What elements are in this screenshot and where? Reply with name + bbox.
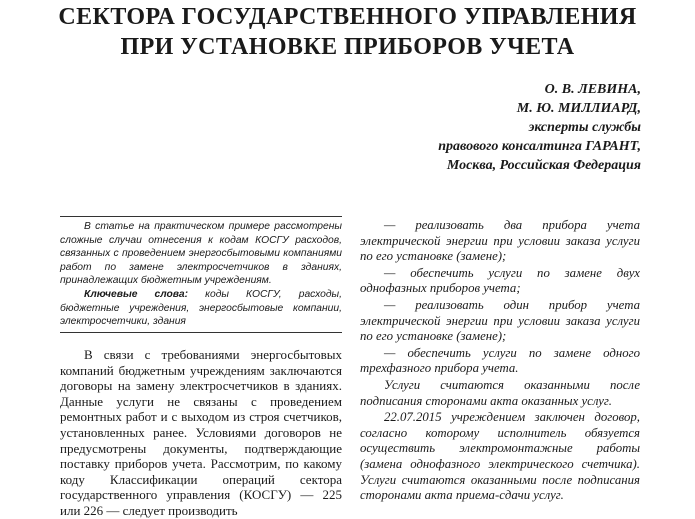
list-item: — обеспечить услуги по замене двух однофазных приборов учета;	[360, 265, 640, 296]
keywords-paragraph	[60, 288, 342, 329]
body-paragraph: В связи с требованиями энергосбытовых компаний бюджетным учреждениям заключаются договоры на замену электросчетчиков в зданиях. Данные услуги не связаны с проведением ремонтных работ и с выходом из строя счетчиков, установленных ранее. Условиями договоров не предусмотрены документы, подтверждающие поставку приборов учета. Рассмотрим, по какому коду Классификации операций сектора государственного управления (КОСГУ) — 225 или 226 — следует производить	[60, 347, 342, 518]
keywords-list: коды КОСГУ, расходы, бюджетные учреждения, энергосбытовые компании, электросчетчики, здания	[60, 288, 342, 328]
author-block	[438, 80, 641, 175]
author-name-2: М. Ю. МИЛЛИАРД,	[516, 101, 641, 116]
author-name-1: О. В. ЛЕВИНА,	[544, 82, 641, 97]
left-column-body	[60, 347, 342, 519]
list-item: — реализовать два прибора учета электрической энергии при условии заказа услуги по его установке (замене);	[360, 218, 640, 264]
body-paragraph: 22.07.2015 учреждением заключен договор, согласно которому исполнитель обязуется осуществить электромонтажные работы (замена однофазного электрического счетчика). Услуги считаются оказанными после подписания сторонами акта приема-сдачи услуг.	[360, 410, 640, 503]
author-organization: правового консалтинга ГАРАНТ,	[438, 139, 641, 154]
abstract-box	[60, 216, 342, 333]
abstract-text: В статье на практическом примере рассмотрены сложные случаи отнесения к кодам КОСГУ расходов, связанных с проведением энергосбытовыми компаниями работ по замене электросчетчиков в зданиях, принадлежащих бюджетным учреждениям.	[60, 221, 342, 287]
article-title-line-2: ПРИ УСТАНОВКЕ ПРИБОРОВ УЧЕТА	[120, 34, 575, 60]
right-column-body	[360, 218, 640, 505]
list-item: — реализовать один прибор учета электрической энергии при условии заказа услуги по его установке (замене);	[360, 297, 640, 344]
body-paragraph: Услуги считаются оказанными после подписания сторонами акта оказанных услуг.	[360, 377, 640, 408]
article-title-line-1: СЕКТОРА ГОСУДАРСТВЕННОГО УПРАВЛЕНИЯ	[58, 4, 637, 30]
list-item: — обеспечить услуги по замене одного трехфазного прибора учета.	[360, 345, 640, 376]
author-location: Москва, Российская Федерация	[446, 158, 641, 173]
keywords-label: Ключевые слова:	[84, 288, 189, 300]
author-role: эксперты службы	[528, 120, 641, 135]
